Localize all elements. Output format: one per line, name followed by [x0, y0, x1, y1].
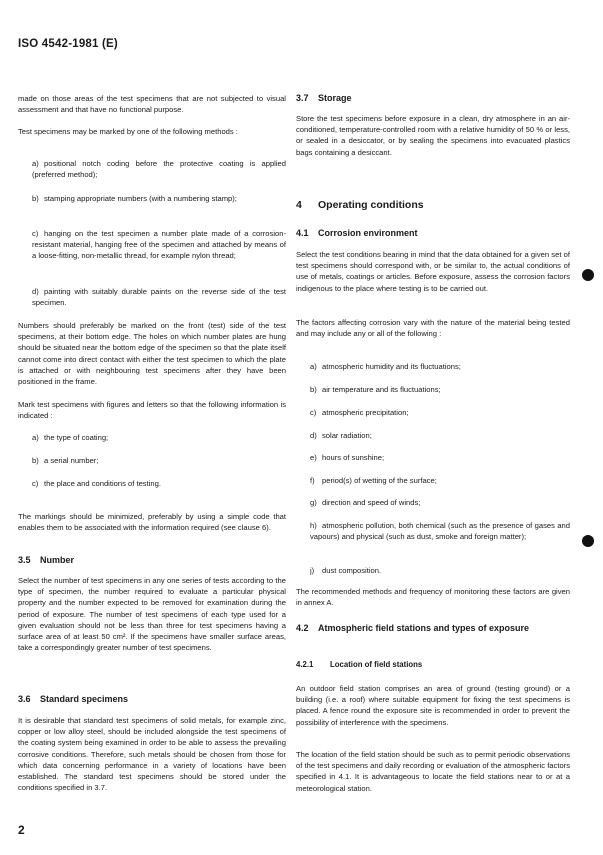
- list-item: b) air temperature and its fluctuations;: [310, 385, 441, 394]
- section-heading-3-7: 3.7 Storage: [296, 93, 352, 103]
- margin-bullet-icon: [582, 535, 594, 547]
- margin-bullet-icon: [582, 269, 594, 281]
- document-header: ISO 4542-1981 (E): [18, 38, 118, 50]
- paragraph-numbers: Numbers should preferably be marked on the front (test) side of the test specimens, at their bottom edge. The holes on which number plates are hung should be situated near the bottom edge of the specimen so that the plate itself cannot come into direct contact with either the test specimen to which the plate is attached or with neighbouring test specimens after they have been positioned in the frame.: [18, 321, 286, 387]
- section-heading-3-5: 3.5 Number: [18, 555, 75, 565]
- list-item: h) atmospheric pollution, both chemical (such as the presence of gases and vapours) and physical (such as dust, smoke and foreign matter);: [310, 521, 570, 542]
- list-item: c) the place and conditions of testing.: [32, 479, 161, 488]
- paragraph-marking-methods: Test specimens may be marked by one of the following methods :: [18, 127, 238, 136]
- list-item: c) atmospheric precipitation;: [310, 408, 409, 417]
- paragraph-factors: The factors affecting corrosion vary with the nature of the material being tested and may include any or all of the following :: [296, 318, 570, 339]
- paragraph-standard-specimens: It is desirable that standard test specimens of solid metals, for example zinc, copper or low alloy steel, should be included alongside the test specimens of the coating system being examined in order to be able to assess the prevailing corrosive conditions. Therefore, such metals should be chosen from those for which data concerning performance in a variety of locations have been established. The standard test specimens should be stored under the conditions specified in 3.7.: [18, 716, 286, 793]
- list-item: a) positional notch coding before the protective coating is applied (preferred method);: [32, 159, 286, 180]
- paragraph-station-location: The location of the field station should be such as to permit periodic observations of the test specimens and daily recording or evaluation of the atmospheric factors specified in 4.1. It is advantageous to locate the field stations near to or at a meteorological station.: [296, 750, 570, 793]
- section-heading-4-2: 4.2 Atmospheric field stations and types of exposure: [296, 623, 530, 633]
- list-item: b) stamping appropriate numbers (with a numbering stamp);: [32, 194, 237, 203]
- list-item: d) painting with suitably durable paints on the reverse side of the test specimen.: [32, 287, 286, 308]
- paragraph-storage: Store the test specimens before exposure in a clean, dry atmosphere in an air-conditioned, temperature-controlled room with a relative humidity of 50 % or less, or sealed in a desiccator, or by sealing the specimens into evacuated plastics bags containing a desiccant.: [296, 114, 570, 157]
- list-item: g) direction and speed of winds;: [310, 498, 421, 507]
- list-item: d) solar radiation;: [310, 431, 372, 440]
- page-number: 2: [18, 823, 25, 837]
- section-heading-4: 4 Operating conditions: [296, 199, 424, 211]
- list-item: e) hours of sunshine;: [310, 453, 385, 462]
- paragraph-minimized: The markings should be minimized, preferably by using a simple code that enables them to be associated with the information required (see clause 6).: [18, 512, 286, 533]
- paragraph-outdoor-station: An outdoor field station comprises an area of ground (testing ground) or a building (i.e. a roof) where suitable equipment for fixing the test specimens is placed. A fence round the exposure site is recommended in order to prevent the possibility of interference with the specimens.: [296, 684, 570, 727]
- paragraph-continuation: made on those areas of the test specimens that are not subjected to visual assessment and that have no functional purpose.: [18, 94, 286, 115]
- section-heading-4-2-1: 4.2.1 Location of field stations: [296, 660, 423, 669]
- list-item: j) dust composition.: [310, 566, 382, 575]
- list-item: c) hanging on the test specimen a number plate made of a corrosion-resistant material, hanging free of the specimen and attached by means of a loose-fitting, non-metallic thread, for example nylon thread;: [32, 229, 286, 261]
- section-heading-4-1: 4.1 Corrosion environment: [296, 228, 418, 238]
- list-item: b) a serial number;: [32, 456, 99, 465]
- list-item: a) atmospheric humidity and its fluctuations;: [310, 362, 461, 371]
- paragraph-mark-info: Mark test specimens with figures and letters so that the following information is indicated :: [18, 400, 286, 421]
- section-heading-3-6: 3.6 Standard specimens: [18, 694, 129, 704]
- paragraph-recommended: The recommended methods and frequency of monitoring these factors are given in annex A.: [296, 587, 570, 608]
- list-item: a) the type of coating;: [32, 433, 109, 442]
- list-item: f) period(s) of wetting of the surface;: [310, 476, 437, 485]
- paragraph-number: Select the number of test specimens in any one series of tests according to the type of specimen, the number required to evaluate a particular physical property and the number expected to be removed for examination during the period of exposure. The number of test specimens of each type used for a given evaluation should not be less than three for test specimens having a surface area of at least 50 cm². If the specimens have smaller surface areas, take a correspondingly greater number of test specimens.: [18, 576, 286, 653]
- paragraph-select-conditions: Select the test conditions bearing in mind that the data obtained for a given set of test specimens should correspond with, or be similar to, the actual conditions of use of metals, coatings or articles. Before exposure, assess the corrosion factors indigenous to the place where testing is to be carried out.: [296, 250, 570, 293]
